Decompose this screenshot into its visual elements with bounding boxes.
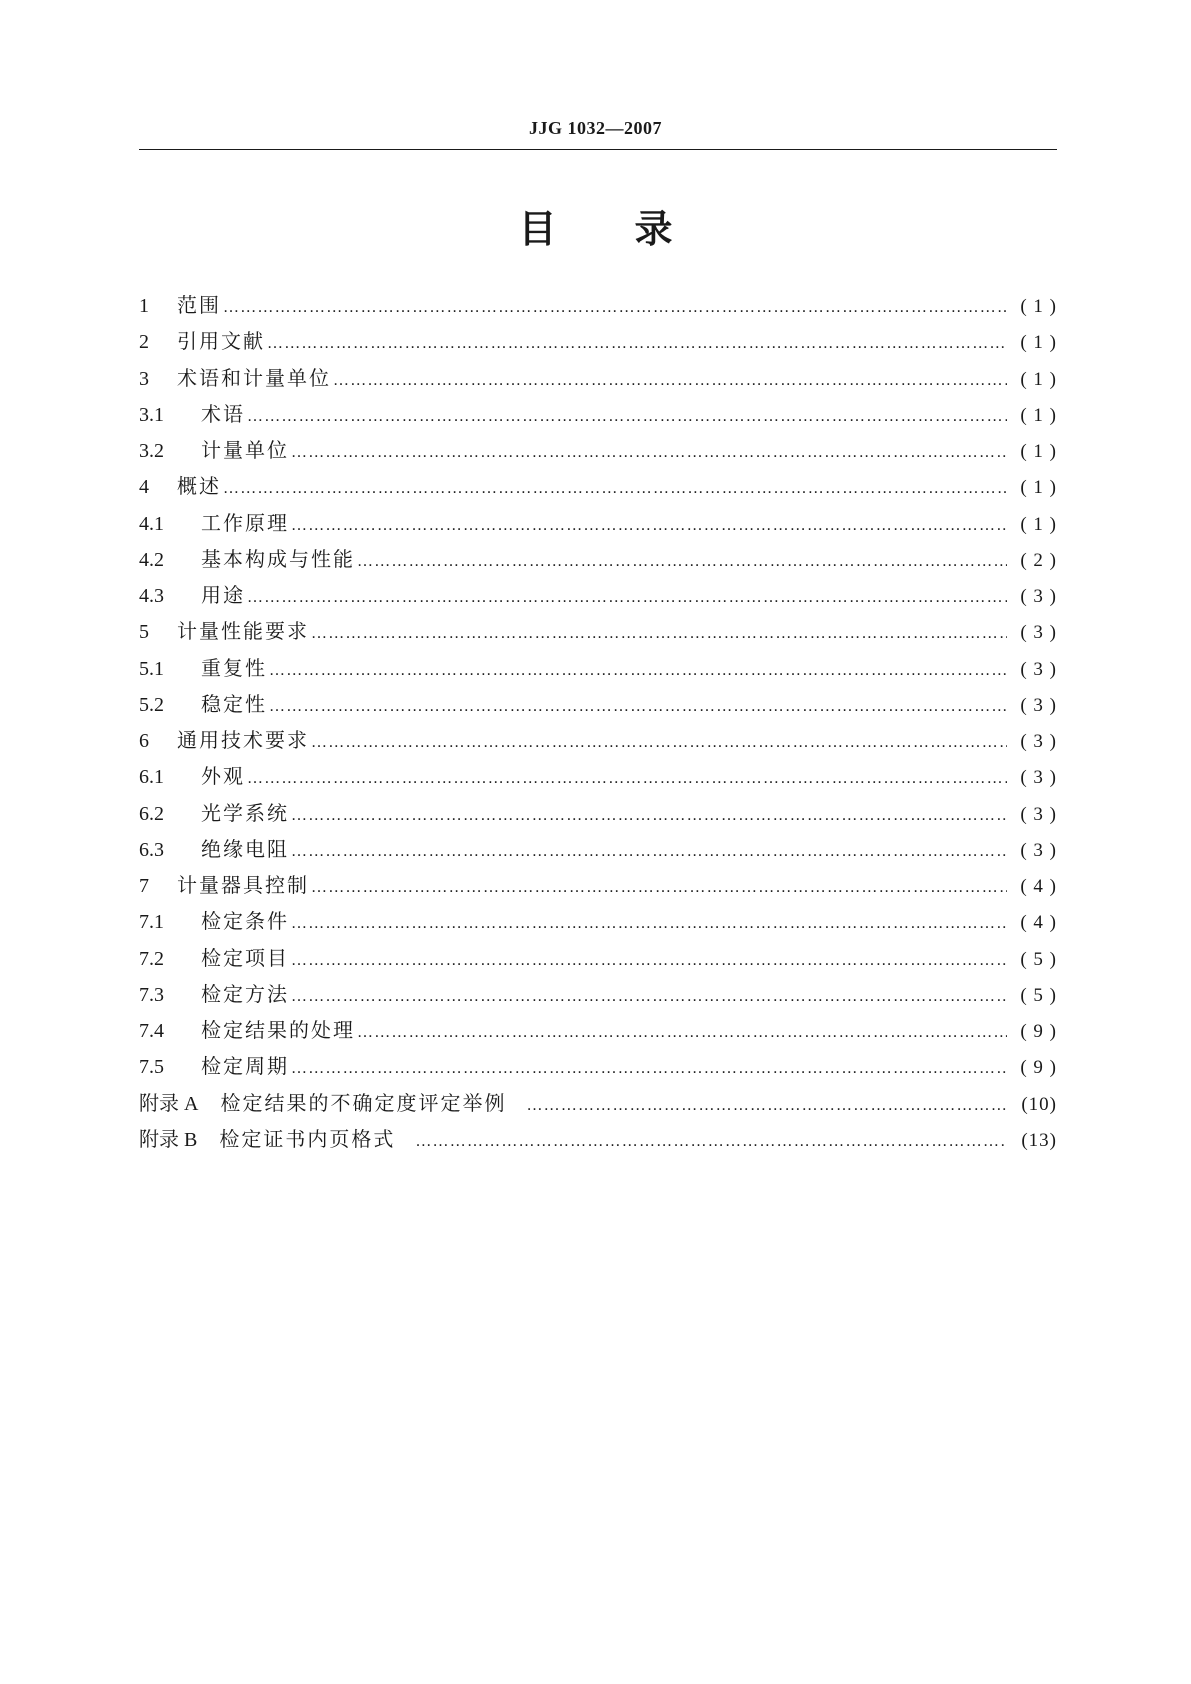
toc-leader-dots xyxy=(357,553,1007,571)
toc-entry-page: ( 9 ) xyxy=(1020,1021,1057,1042)
toc-entry-page: ( 3 ) xyxy=(1020,731,1057,752)
toc-entry-number: 3 xyxy=(139,367,149,390)
toc-leader-dots xyxy=(291,915,1007,933)
toc-entry[interactable] xyxy=(139,978,1057,1014)
header-rule xyxy=(139,149,1057,150)
toc-entry[interactable] xyxy=(139,615,1057,651)
toc-entry-number: 5 xyxy=(139,621,149,644)
toc-leader-dots xyxy=(247,589,1007,607)
toc-leader-dots xyxy=(223,480,1007,498)
toc-entry-page: ( 3 ) xyxy=(1020,839,1057,861)
toc-leader-dots xyxy=(291,988,1007,1006)
toc-leader-dots xyxy=(269,662,1007,680)
toc-title: 目录 xyxy=(518,207,751,251)
toc-entry-page: ( 3 ) xyxy=(1020,803,1057,825)
toc-entry[interactable] xyxy=(139,905,1057,941)
toc-entry-number: 7.4 xyxy=(139,1020,164,1042)
toc-entry-label: 术语和计量单位 xyxy=(177,365,331,390)
toc-entry-page: ( 3 ) xyxy=(1020,767,1057,789)
toc-entry-number: 7.1 xyxy=(139,911,164,934)
toc-entry-page: ( 5 ) xyxy=(1020,948,1057,970)
toc-leader-dots xyxy=(223,299,1007,317)
toc-entry-number: 4.3 xyxy=(139,585,164,607)
toc-entry-number: 3.1 xyxy=(139,403,164,426)
toc-entry-number: 4.1 xyxy=(139,512,164,535)
toc-entry[interactable] xyxy=(139,833,1057,869)
toc-entry-label: 绝缘电阻 xyxy=(201,836,289,861)
toc-entry[interactable] xyxy=(139,398,1057,434)
toc-leader-dots xyxy=(269,698,1007,716)
toc-entry-label: 检定证书内页格式 xyxy=(219,1126,396,1151)
toc-leader-dots xyxy=(415,1133,1007,1151)
toc-entry-number: 7 xyxy=(139,875,149,897)
toc-entry-page: ( 1 ) xyxy=(1020,296,1057,317)
toc-entry-number: 5.1 xyxy=(139,657,164,680)
toc-entry[interactable] xyxy=(139,688,1057,724)
toc-entry-label: 稳定性 xyxy=(201,691,267,716)
toc-entry[interactable] xyxy=(139,797,1057,833)
toc-entry-label: 引用文献 xyxy=(177,329,265,354)
toc-entry-label: 检定结果的处理 xyxy=(201,1018,355,1042)
toc-entry-number: 6.3 xyxy=(139,838,164,861)
toc-entry-label: 术语 xyxy=(201,401,245,426)
toc-entry[interactable] xyxy=(139,507,1057,543)
toc-entry-number: 5.2 xyxy=(139,693,164,716)
toc-entry-label: 范围 xyxy=(177,293,221,317)
toc-entry-page: ( 1 ) xyxy=(1020,332,1057,354)
toc-entry-number: 2 xyxy=(139,331,149,354)
toc-entry[interactable] xyxy=(139,543,1057,579)
toc-leader-dots xyxy=(526,1097,1007,1115)
toc-leader-dots xyxy=(291,807,1007,825)
toc-entry[interactable] xyxy=(139,869,1057,905)
toc-entry[interactable] xyxy=(139,470,1057,506)
toc-entry-page: ( 3 ) xyxy=(1020,622,1057,644)
toc-entry[interactable] xyxy=(139,1014,1057,1050)
toc-leader-dots xyxy=(291,843,1007,861)
toc-leader-dots xyxy=(291,444,1007,462)
toc-entry-number: 7.5 xyxy=(139,1056,164,1079)
toc-entry-number: 6.1 xyxy=(139,766,164,789)
toc-entry-label: 基本构成与性能 xyxy=(201,546,355,571)
toc-leader-dots xyxy=(311,734,1007,752)
toc-leader-dots xyxy=(311,879,1007,897)
toc-entry-label: 计量器具控制 xyxy=(177,873,309,897)
toc-entry-label: 检定条件 xyxy=(201,909,289,934)
toc-entry-number: 附录 B xyxy=(139,1128,198,1151)
toc-entry[interactable] xyxy=(139,1050,1057,1086)
toc-entry[interactable] xyxy=(139,325,1057,361)
toc-entry[interactable] xyxy=(139,579,1057,615)
toc-entry[interactable] xyxy=(139,652,1057,688)
toc-leader-dots xyxy=(291,952,1007,970)
toc-entry[interactable] xyxy=(139,760,1057,796)
toc-entry-label: 光学系统 xyxy=(201,800,289,825)
toc-leader-dots xyxy=(311,625,1007,643)
toc-entry-page: (10) xyxy=(1021,1093,1057,1115)
toc-leader-dots xyxy=(267,335,1007,353)
toc-entry-number: 1 xyxy=(139,295,149,317)
toc-entry-page: ( 1 ) xyxy=(1020,513,1057,535)
toc-entry-page: ( 9 ) xyxy=(1020,1057,1057,1079)
toc-appendix-entry[interactable] xyxy=(139,1123,1057,1159)
toc-entry-number: 6 xyxy=(139,730,149,752)
toc-entry-label: 概述 xyxy=(177,474,221,499)
toc-entry-page: ( 2 ) xyxy=(1020,549,1057,571)
toc-leader-dots xyxy=(247,770,1007,788)
toc-leader-dots xyxy=(291,1060,1007,1078)
toc-entry-page: ( 1 ) xyxy=(1020,441,1057,462)
toc-leader-dots xyxy=(247,408,1007,426)
toc-entry-page: ( 1 ) xyxy=(1020,477,1057,499)
toc-entry-label: 通用技术要求 xyxy=(177,728,309,752)
document-code: JJG 1032—2007 xyxy=(528,118,662,138)
toc-entry-label: 计量单位 xyxy=(201,438,289,462)
toc-entry-page: ( 4 ) xyxy=(1020,876,1057,897)
toc-entry-number: 7.2 xyxy=(139,947,164,970)
toc-entry-number: 7.3 xyxy=(139,983,164,1006)
toc-leader-dots xyxy=(333,372,1007,390)
toc-entry-label: 工作原理 xyxy=(201,510,289,535)
toc-entry-page: ( 1 ) xyxy=(1020,404,1057,426)
toc-entry-page: ( 3 ) xyxy=(1020,658,1057,680)
toc-list xyxy=(139,289,1057,1159)
toc-entry-label: 检定结果的不确定度评定举例 xyxy=(220,1090,507,1115)
toc-entry-label: 检定方法 xyxy=(201,981,289,1006)
toc-entry-page: ( 3 ) xyxy=(1020,586,1057,607)
toc-entry-number: 3.2 xyxy=(139,440,164,462)
toc-entry-page: ( 3 ) xyxy=(1020,694,1057,716)
toc-entry[interactable] xyxy=(139,724,1057,760)
toc-entry-label: 检定周期 xyxy=(201,1054,289,1079)
toc-entry-page: ( 1 ) xyxy=(1020,368,1057,390)
toc-entry-number: 附录 A xyxy=(139,1092,199,1115)
toc-entry-page: ( 4 ) xyxy=(1020,912,1057,934)
toc-entry-label: 重复性 xyxy=(201,655,267,680)
toc-entry[interactable] xyxy=(139,289,1057,325)
toc-entry-label: 外观 xyxy=(201,764,245,789)
toc-entry-number: 4 xyxy=(139,476,149,499)
toc-entry[interactable] xyxy=(139,362,1057,398)
toc-entry-number: 6.2 xyxy=(139,802,164,825)
toc-entry[interactable] xyxy=(139,942,1057,978)
toc-entry-label: 用途 xyxy=(201,583,245,607)
toc-entry-label: 计量性能要求 xyxy=(177,619,309,644)
toc-entry-label: 检定项目 xyxy=(201,945,289,970)
toc-leader-dots xyxy=(357,1024,1007,1042)
toc-entry-page: (13) xyxy=(1021,1129,1057,1151)
toc-leader-dots xyxy=(291,517,1007,535)
toc-entry[interactable] xyxy=(139,434,1057,470)
toc-entry-number: 4.2 xyxy=(139,548,164,571)
toc-entry-page: ( 5 ) xyxy=(1020,984,1057,1006)
toc-appendix-entry[interactable] xyxy=(139,1087,1057,1123)
